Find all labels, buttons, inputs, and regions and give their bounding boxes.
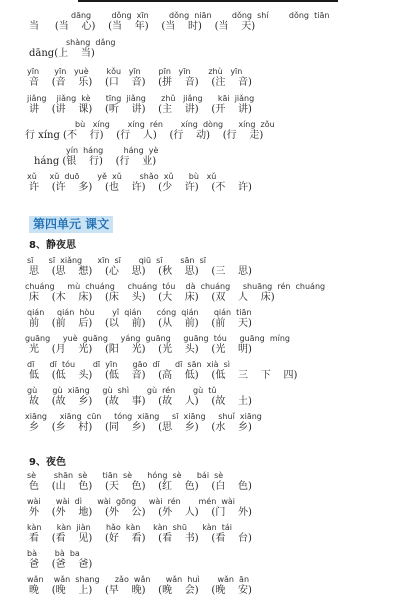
pinyin-line: xiāng xiāng cūn tóng xiāng sī xiāng shuǐ xiāng: [25, 412, 262, 421]
hanzi-line: 爸 (爸 爸): [29, 559, 93, 570]
pinyin-line: dāng dǒng xīn dǒng niān dǒng shí dǒng tiān: [71, 11, 330, 20]
hanzi-line: 晚 (晚 上) (早 晚) (晚 会) (晚 安): [29, 585, 252, 596]
pinyin-line: dī dī tóu dī yīn gāo dī dī sān xià sì: [27, 360, 230, 369]
hanzi-line: 故 (故 乡) (故 事) (故 人) (故 土): [29, 396, 252, 407]
hanzi-line: 光 (月 光) (阳 光) (光 头) (光 明): [29, 344, 252, 355]
lesson-title: 8、静夜思: [29, 240, 76, 251]
pinyin-line: xǔ xǔ duō yě xǔ shǎo xǔ bù xǔ: [27, 172, 217, 181]
pinyin-line: wài wài dì wài gōng wài rén mén wài: [27, 497, 236, 506]
hanzi-line: 许 (许 多) (也 许) (少 许) (不 许): [29, 182, 252, 193]
hanzi-line: 外 (外 地) (外 公) (外 人) (门 外): [29, 507, 252, 518]
hanzi-line: 床 (木 床) (床 头) (大 床) (双 人 床): [29, 292, 275, 303]
lesson-title: 9、夜色: [29, 457, 66, 468]
pinyin-line: jiǎng jiǎng kè tīng jiǎng zhǔ jiǎng kāi jiǎng: [27, 94, 255, 103]
top-divider-line: [78, 0, 338, 2]
hanzi-line: háng (银 行) (行 业): [34, 156, 157, 167]
pinyin-line: qián qián hòu yǐ qián cóng qián qián tiān: [27, 308, 252, 317]
pinyin-line: bù xíng xíng rén xíng dòng xíng zǒu: [75, 120, 275, 129]
hanzi-line: 色 (山 色) (天 色) (红 色) (白 色): [29, 481, 252, 492]
pinyin-line: gù gù xiāng gù shì gù rén gù tǔ: [27, 386, 217, 395]
pinyin-line: guāng yuè guāng yáng guāng guāng tóu guāng míng: [25, 334, 290, 343]
pinyin-line: sè shān sè tiān sè hóng sè bái sè: [27, 471, 224, 480]
hanzi-line: 行 xíng (不 行) (行 人) (行 动) (行 走): [25, 130, 264, 141]
hanzi-line: 前 (前 后) (以 前) (从 前) (前 天): [29, 318, 252, 329]
pinyin-line: chuáng mù chuáng chuáng tóu dà chuáng shuāng rén chuáng: [25, 282, 326, 291]
hanzi-line: 当 (当 心) (当 年) (当 时) (当 天): [29, 21, 256, 32]
pinyin-line: yín háng háng yè: [66, 146, 159, 155]
pinyin-line: kàn kàn jiàn hǎo kàn kàn shū kàn tái: [27, 523, 233, 532]
pinyin-line: wǎn wǎn shang zǎo wǎn wǎn huì wǎn ān: [27, 575, 250, 584]
pinyin-line: shàng dǎng: [66, 38, 116, 47]
hanzi-line: 音 (音 乐) (口 音) (拼 音) (注 音): [29, 77, 252, 88]
unit-title-banner: 第四单元 课文: [29, 216, 113, 233]
hanzi-line: 思 (思 想) (心 思) (秋 思) (三 思): [29, 266, 252, 277]
pinyin-line: bà bà ba: [27, 549, 80, 558]
pinyin-line: yīn yīn yuè kǒu yīn pīn yīn zhù yīn: [27, 67, 243, 76]
hanzi-line: 低 (低 头) (低 音) (高 低) (低 三 下 四): [29, 370, 298, 381]
hanzi-line: 讲 (讲 课) (听 讲) (主 讲) (开 讲): [29, 104, 252, 115]
pinyin-line: sī sī xiǎng xīn sī qiū sī sān sī: [27, 256, 206, 265]
hanzi-line: 看 (看 见) (好 看) (看 书) (看 台): [29, 533, 252, 544]
hanzi-line: 乡 (乡 村) (同 乡) (思 乡) (水 乡): [29, 422, 252, 433]
hanzi-line: dāng(上 当): [29, 48, 95, 59]
